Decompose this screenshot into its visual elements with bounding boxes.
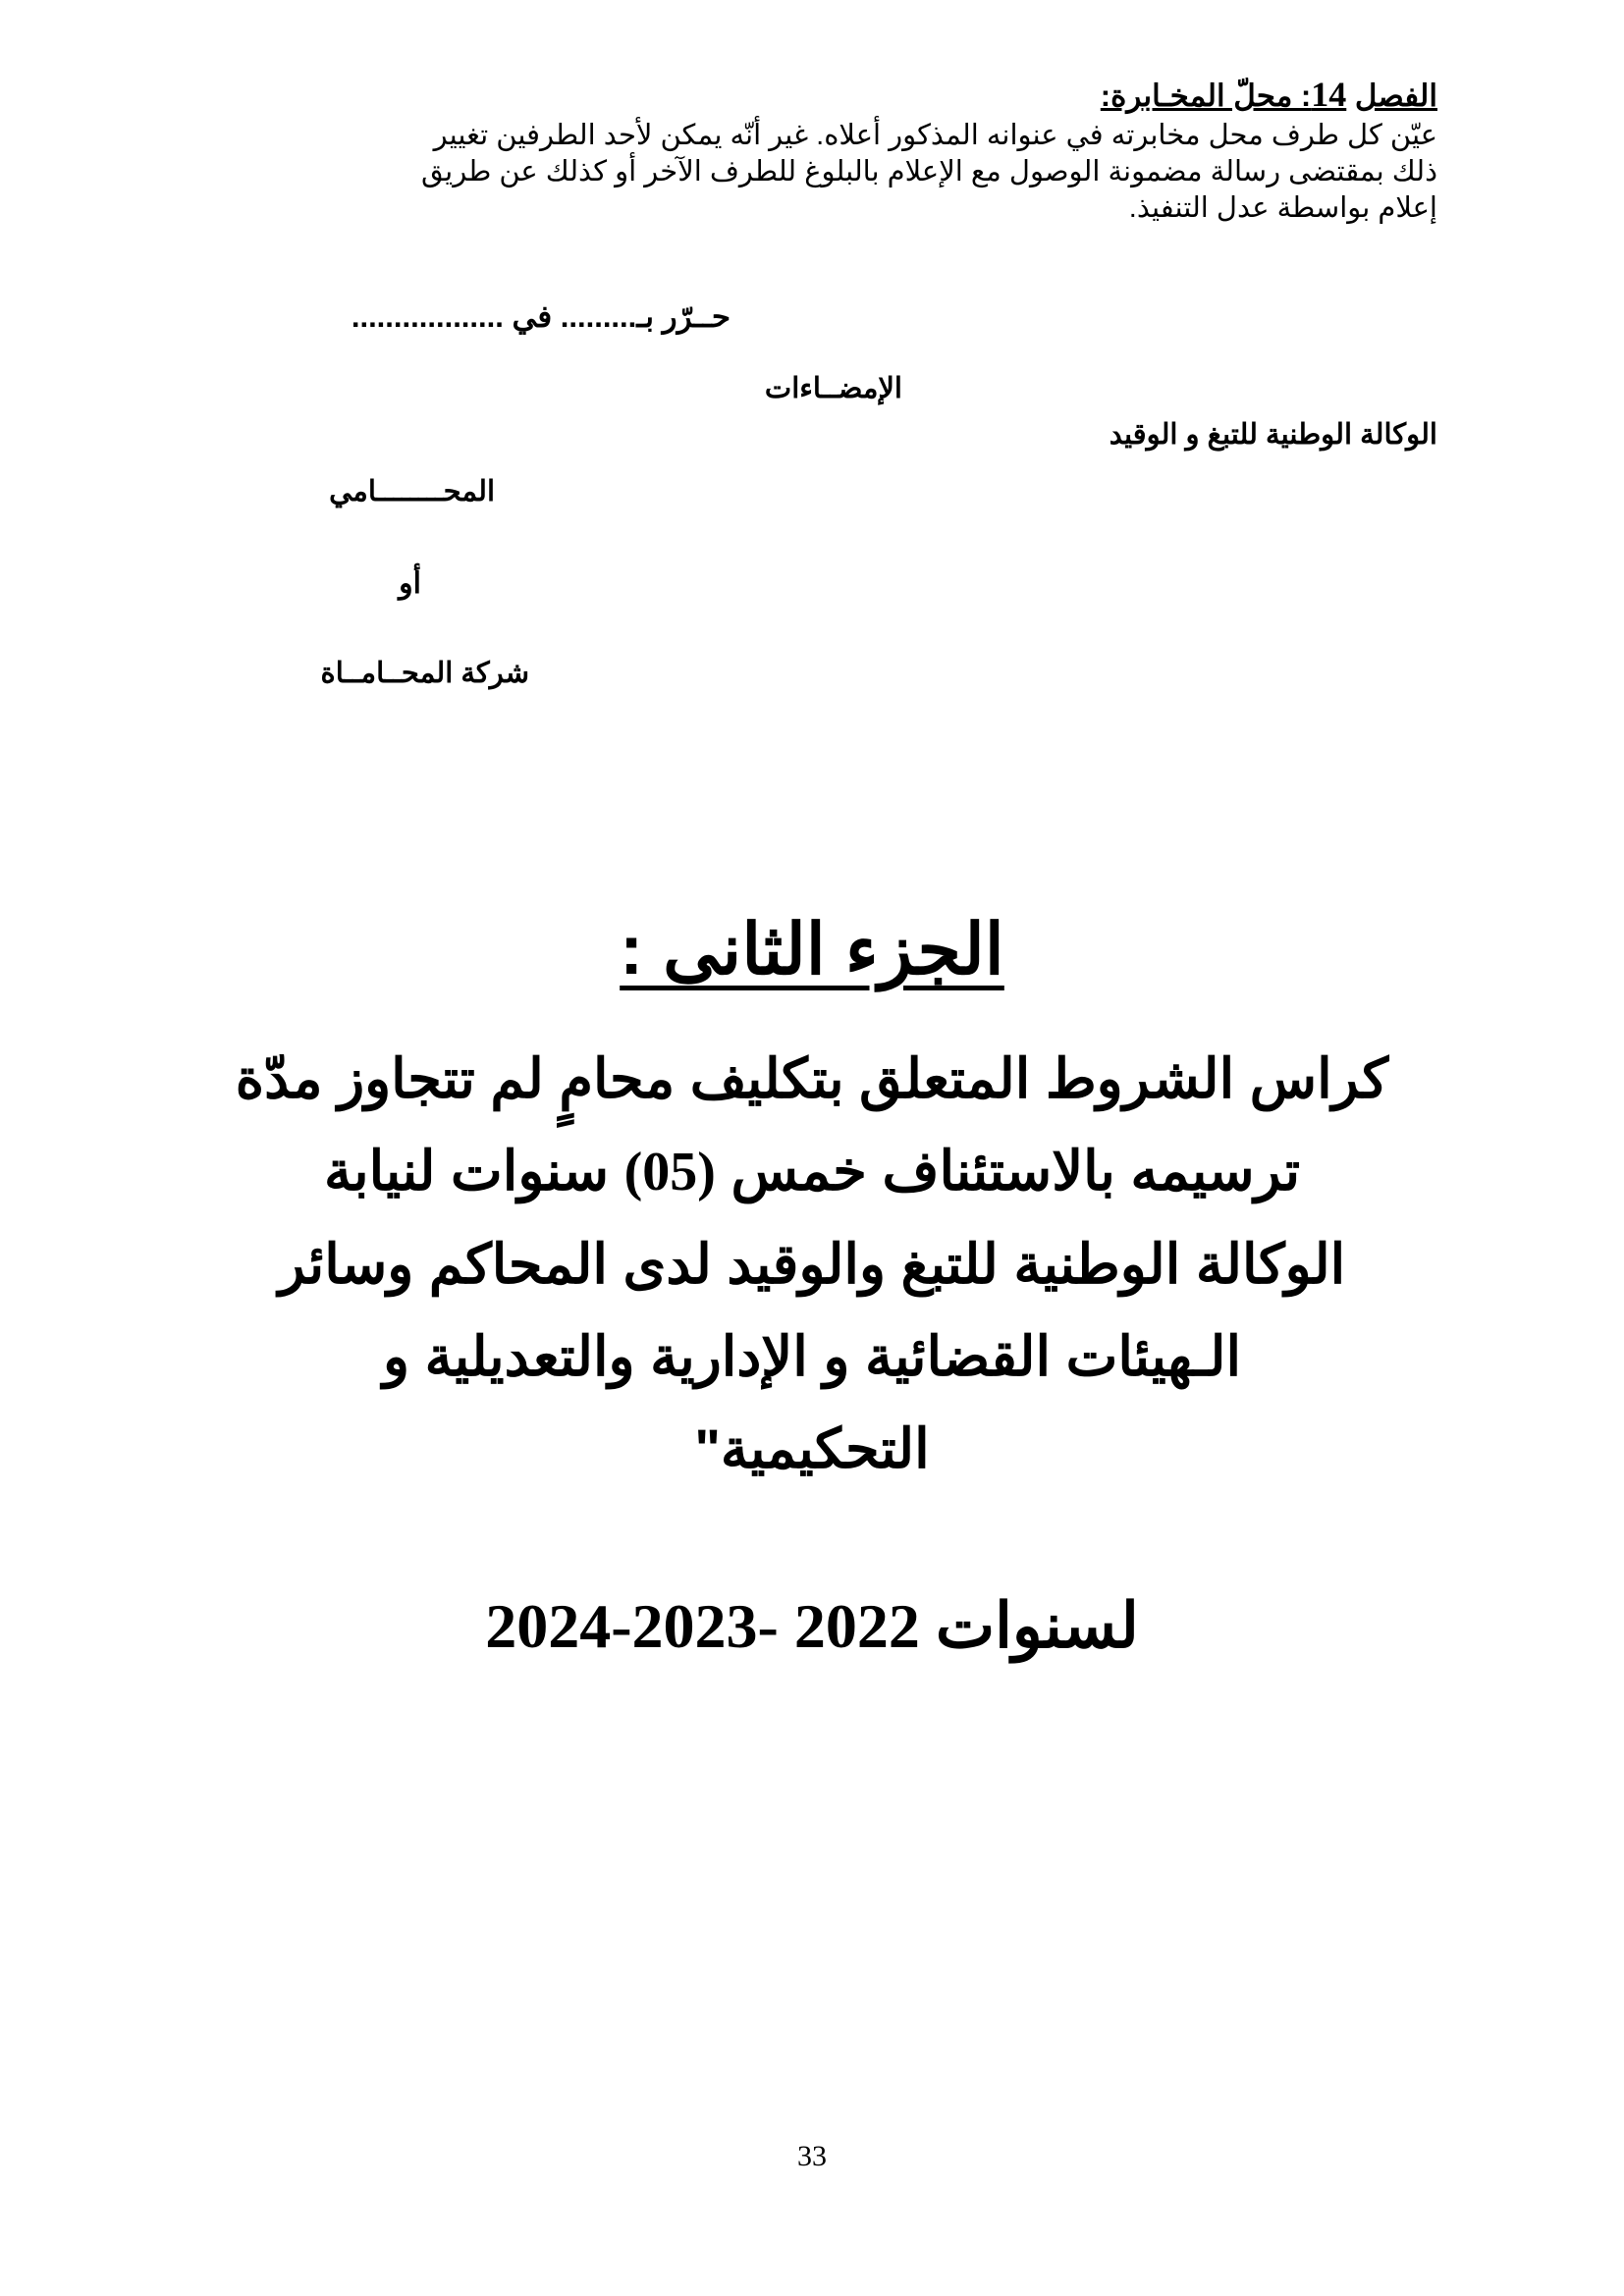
- specification-line: [177, 1125, 1447, 1218]
- article-14: [186, 77, 1437, 227]
- article-number: 14: [1311, 75, 1347, 114]
- article-body-line: إعلام بواسطة عدل التنفيذ.: [1128, 192, 1437, 224]
- written-at-line: حــرّر بـ......... في ..................: [351, 299, 731, 334]
- lawyer-signature: المحــــــــامي: [329, 476, 495, 507]
- page-number: 33: [797, 2140, 827, 2172]
- part-title: [0, 901, 1624, 999]
- specification-digits: (05): [623, 1142, 716, 1202]
- article-body: [186, 118, 1437, 227]
- part-title-text: الجزء الثانى :: [620, 911, 1004, 989]
- signatures-label: الإمضــاءات: [764, 373, 902, 404]
- specification-title: [177, 1033, 1447, 1495]
- or-separator: أو: [399, 567, 421, 600]
- agency-signature: الوكالة الوطنية للتبغ و الوقيد: [1109, 419, 1437, 451]
- specification-line: كراس الشروط المتعلق بتكليف محامٍ لم تتجاوز مدّة: [235, 1047, 1389, 1109]
- specification-line: الـهيئات القضائية و الإدارية والتعديلية و: [382, 1325, 1242, 1387]
- article-body-line: ذلك بمقتضى رسالة مضمونة الوصول مع الإعلام بالبلوغ للطرف الآخر أو كذلك عن طريق: [420, 156, 1437, 187]
- specification-line-part: ترسيمه بالاستئناف خمس: [715, 1140, 1301, 1201]
- years-line: لسنوات 2022 -2023-2024: [485, 1591, 1139, 1661]
- article-heading-prefix: الفصل: [1354, 79, 1437, 113]
- article-heading-title: : محلّ المخـابرة:: [1100, 79, 1312, 113]
- article-body-line: عيّن كل طرف محل مخابرته في عنوانه المذكور أعلاه. غير أنّه يمكن لأحد الطرفين تغيير: [433, 120, 1437, 151]
- specification-line: التحكيمية": [694, 1417, 930, 1479]
- article-heading: [186, 77, 1437, 114]
- specification-line-part: سنوات لنيابة: [323, 1140, 624, 1201]
- law-firm-signature: شركة المحــامــاة: [320, 658, 529, 689]
- specification-line: الوكالة الوطنية للتبغ والوقيد لدى المحاكم وسائر: [278, 1233, 1346, 1295]
